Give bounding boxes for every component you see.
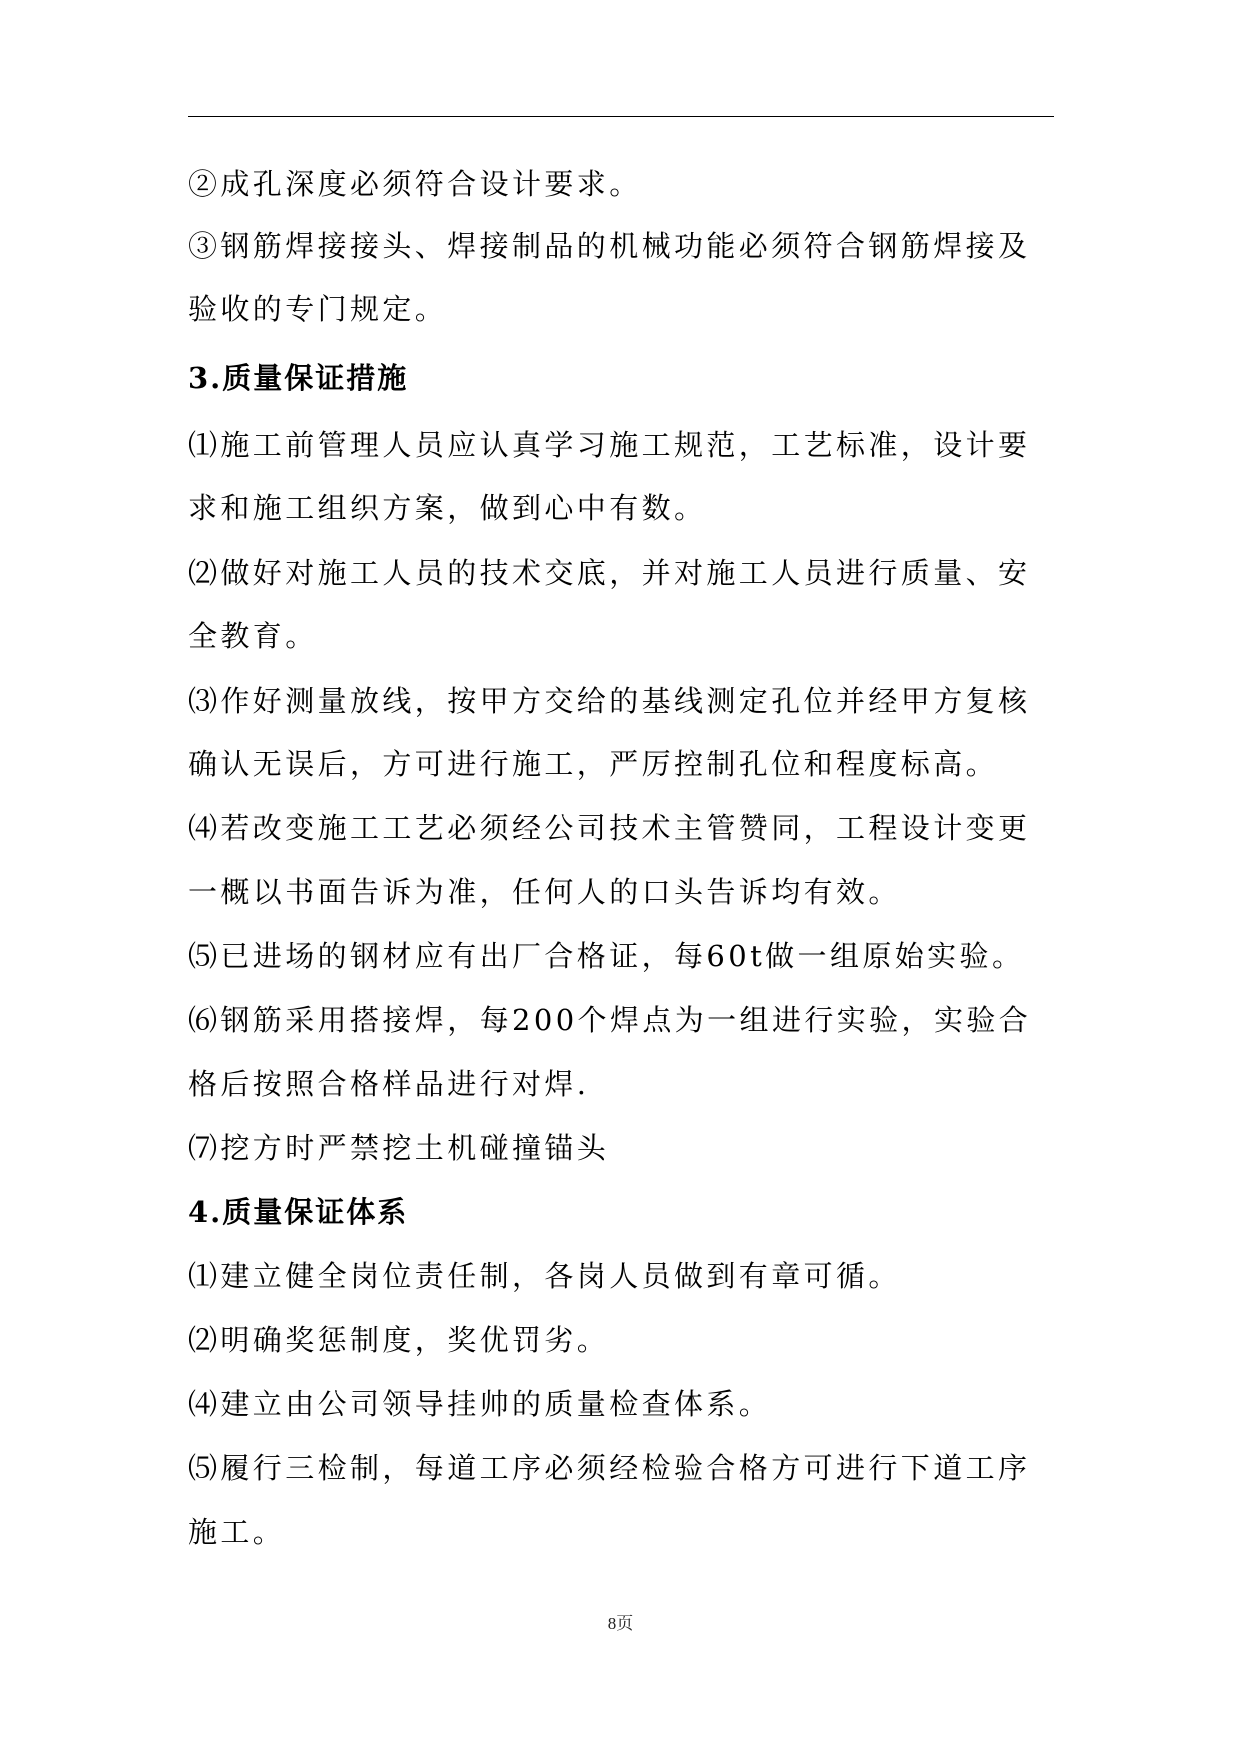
- body-line: ⑺挖方时严禁挖土机碰撞锚头: [188, 1131, 610, 1165]
- body-line: ⑷建立由公司领导挂帅的质量检查体系。: [188, 1387, 772, 1421]
- body-line: 全教育。: [188, 619, 318, 653]
- section-heading-quality-measures: 3.质量保证措施: [188, 361, 409, 395]
- body-line: ⑸履行三检制，每道工序必须经检验合格方可进行下道工序: [188, 1451, 1031, 1485]
- body-line: 求和施工组织方案，做到心中有数。: [188, 491, 707, 525]
- body-line: ⑴施工前管理人员应认真学习施工规范，工艺标准，设计要: [188, 428, 1031, 462]
- body-line: ⑴建立健全岗位责任制，各岗人员做到有章可循。: [188, 1259, 901, 1293]
- body-line: ⑵做好对施工人员的技术交底，并对施工人员进行质量、安: [188, 556, 1031, 590]
- body-line: ⑸已进场的钢材应有出厂合格证，每60t做一组原始实验。: [188, 939, 1025, 973]
- body-line: ③钢筋焊接接头、焊接制品的机械功能必须符合钢筋焊接及: [188, 229, 1031, 263]
- body-line: ⑶作好测量放线，按甲方交给的基线测定孔位并经甲方复核: [188, 684, 1031, 718]
- body-line: 验收的专门规定。: [188, 292, 448, 326]
- body-line: 施工。: [188, 1515, 286, 1549]
- page-number: 8页: [607, 1614, 634, 1633]
- body-line: 格后按照合格样品进行对焊.: [188, 1067, 590, 1101]
- header-rule: [188, 116, 1054, 117]
- body-line: ②成孔深度必须符合设计要求。: [188, 167, 642, 201]
- body-line: ⑷若改变施工工艺必须经公司技术主管赞同，工程设计变更: [188, 811, 1031, 845]
- section-heading-quality-system: 4.质量保证体系: [188, 1195, 409, 1229]
- body-line: ⑹钢筋采用搭接焊，每200个焊点为一组进行实验，实验合: [188, 1003, 1032, 1037]
- body-line: ⑵明确奖惩制度，奖优罚劣。: [188, 1323, 610, 1357]
- body-line: 确认无误后，方可进行施工，严厉控制孔位和程度标高。: [188, 747, 999, 781]
- body-line: 一概以书面告诉为准，任何人的口头告诉均有效。: [188, 875, 901, 909]
